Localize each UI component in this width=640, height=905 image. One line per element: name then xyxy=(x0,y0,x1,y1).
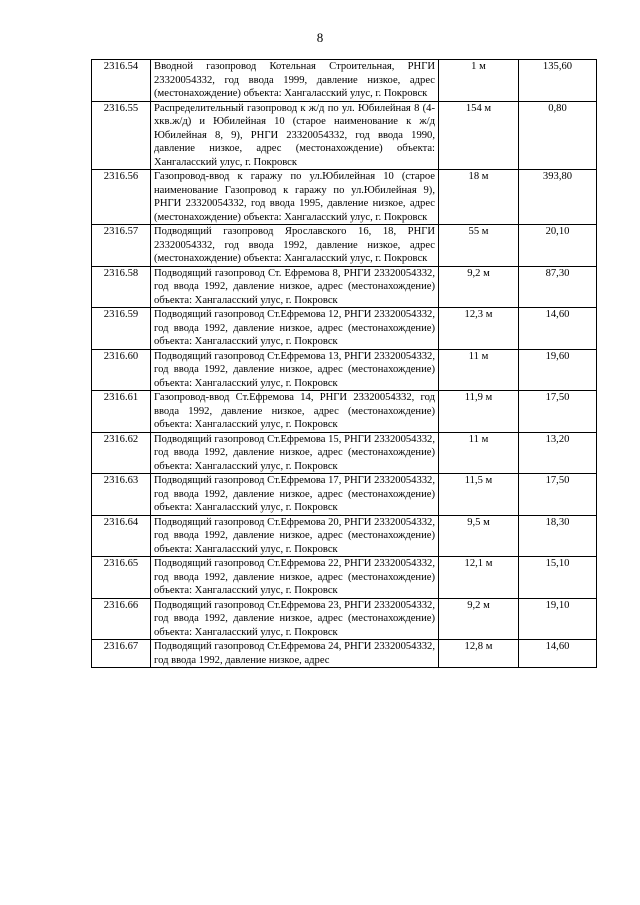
length-cell: 55 м xyxy=(439,225,519,267)
row-number-cell: 2316.60 xyxy=(92,349,151,391)
length-cell: 9,2 м xyxy=(439,598,519,640)
row-number-cell: 2316.55 xyxy=(92,101,151,170)
description-cell: Подводящий газопровод Ст.Ефремова 20, РНГИ 23320054332, год ввода 1992, давление низкое, адрес (местонахождение) объекта: Хангаласский улус, г. Покровск xyxy=(151,515,439,557)
value-cell: 18,30 xyxy=(519,515,597,557)
length-cell: 11 м xyxy=(439,349,519,391)
value-cell: 0,80 xyxy=(519,101,597,170)
value-cell: 14,60 xyxy=(519,308,597,350)
length-cell: 9,2 м xyxy=(439,266,519,308)
table-row xyxy=(92,557,597,599)
description-cell: Подводящий газопровод Ст.Ефремова 23, РНГИ 23320054332, год ввода 1992, давление низкое, адрес (местонахождение) объекта: Хангаласский улус, г. Покровск xyxy=(151,598,439,640)
description-cell: Подводящий газопровод Ст. Ефремова 8, РНГИ 23320054332, год ввода 1992, давление низкое, адрес (местонахождение) объекта: Хангаласский улус, г. Покровск xyxy=(151,266,439,308)
description-cell: Подводящий газопровод Ярославского 16, 18, РНГИ 23320054332, год ввода 1992, давление низкое, адрес (местонахождение) объекта: Хангаласский улус, г. Покровск xyxy=(151,225,439,267)
registry-table xyxy=(91,59,597,668)
length-cell: 18 м xyxy=(439,170,519,225)
description-cell: Подводящий газопровод Ст.Ефремова 15, РНГИ 23320054332, год ввода 1992, давление низкое, адрес (местонахождение) объекта: Хангаласский улус, г. Покровск xyxy=(151,432,439,474)
table-row xyxy=(92,474,597,516)
value-cell: 393,80 xyxy=(519,170,597,225)
value-cell: 17,50 xyxy=(519,474,597,516)
description-cell: Подводящий газопровод Ст.Ефремова 24, РНГИ 23320054332, год ввода 1992, давление низкое, адрес xyxy=(151,640,439,668)
description-cell: Подводящий газопровод Ст.Ефремова 22, РНГИ 23320054332, год ввода 1992, давление низкое, адрес (местонахождение) объекта: Хангаласский улус, г. Покровск xyxy=(151,557,439,599)
table-row xyxy=(92,60,597,102)
row-number-cell: 2316.63 xyxy=(92,474,151,516)
description-cell: Распределительный газопровод к ж/д по ул. Юбилейная 8 (4-хкв.ж/д) и Юбилейная 10 (старое наименование к ж/д Юбилейная 8, 9), РНГИ 23320054332, год ввода 1990, давление низкое, адрес (местонахождение) объекта: Хангаласский улус, г. Покровск xyxy=(151,101,439,170)
length-cell: 12,1 м xyxy=(439,557,519,599)
value-cell: 19,60 xyxy=(519,349,597,391)
length-cell: 154 м xyxy=(439,101,519,170)
value-cell: 13,20 xyxy=(519,432,597,474)
length-cell: 12,3 м xyxy=(439,308,519,350)
table-row xyxy=(92,266,597,308)
table-row xyxy=(92,225,597,267)
length-cell: 11,9 м xyxy=(439,391,519,433)
value-cell: 87,30 xyxy=(519,266,597,308)
description-cell: Подводящий газопровод Ст.Ефремова 17, РНГИ 23320054332, год ввода 1992, давление низкое, адрес (местонахождение) объекта: Хангаласский улус, г. Покровск xyxy=(151,474,439,516)
row-number-cell: 2316.67 xyxy=(92,640,151,668)
row-number-cell: 2316.59 xyxy=(92,308,151,350)
length-cell: 11,5 м xyxy=(439,474,519,516)
table-row xyxy=(92,170,597,225)
row-number-cell: 2316.65 xyxy=(92,557,151,599)
description-cell: Вводной газопровод Котельная Строительная, РНГИ 23320054332, год ввода 1999, давление низкое, адрес (местонахождение) объекта: Хангаласский улус, г. Покровск xyxy=(151,60,439,102)
row-number-cell: 2316.54 xyxy=(92,60,151,102)
table-row xyxy=(92,598,597,640)
page-number: 8 xyxy=(316,30,324,45)
row-number-cell: 2316.66 xyxy=(92,598,151,640)
length-cell: 9,5 м xyxy=(439,515,519,557)
value-cell: 14,60 xyxy=(519,640,597,668)
value-cell: 19,10 xyxy=(519,598,597,640)
description-cell: Газопровод-ввод к гаражу по ул.Юбилейная 10 (старое наименование Газопровод к гаражу по ул.Юбилейная 9), РНГИ 23320054332, год ввода 1995, давление низкое, адрес (местонахождение) объекта: Хангаласский улус, г. Покровск xyxy=(151,170,439,225)
length-cell: 1 м xyxy=(439,60,519,102)
row-number-cell: 2316.62 xyxy=(92,432,151,474)
value-cell: 15,10 xyxy=(519,557,597,599)
table-row xyxy=(92,640,597,668)
table-row xyxy=(92,101,597,170)
description-cell: Подводящий газопровод Ст.Ефремова 13, РНГИ 23320054332, год ввода 1992, давление низкое, адрес (местонахождение) объекта: Хангаласский улус, г. Покровск xyxy=(151,349,439,391)
table-row xyxy=(92,391,597,433)
length-cell: 12,8 м xyxy=(439,640,519,668)
length-cell: 11 м xyxy=(439,432,519,474)
table-row xyxy=(92,515,597,557)
table-row xyxy=(92,349,597,391)
registry-rows xyxy=(92,60,597,668)
description-cell: Газопровод-ввод Ст.Ефремова 14, РНГИ 23320054332, год ввода 1992, давление низкое, адрес (местонахождение) объекта: Хангаласский улус, г. Покровск xyxy=(151,391,439,433)
value-cell: 17,50 xyxy=(519,391,597,433)
row-number-cell: 2316.56 xyxy=(92,170,151,225)
row-number-cell: 2316.57 xyxy=(92,225,151,267)
value-cell: 135,60 xyxy=(519,60,597,102)
table-row xyxy=(92,432,597,474)
row-number-cell: 2316.58 xyxy=(92,266,151,308)
row-number-cell: 2316.61 xyxy=(92,391,151,433)
table-row xyxy=(92,308,597,350)
row-number-cell: 2316.64 xyxy=(92,515,151,557)
description-cell: Подводящий газопровод Ст.Ефремова 12, РНГИ 23320054332, год ввода 1992, давление низкое, адрес (местонахождение) объекта: Хангаласский улус, г. Покровск xyxy=(151,308,439,350)
value-cell: 20,10 xyxy=(519,225,597,267)
